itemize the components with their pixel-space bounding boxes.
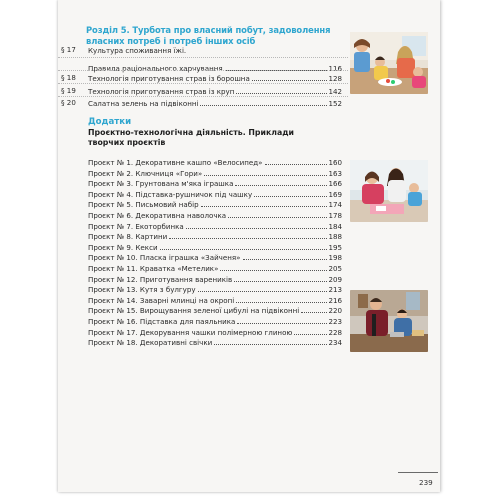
- project-title: Проєкт № 13. Кутя з булгуру: [88, 285, 196, 295]
- list-item: [61, 85, 342, 96]
- project-page: 188: [328, 232, 342, 242]
- project-title: Проєкт № 10. Пласка іграшка «Зайченя»: [88, 253, 241, 263]
- project-page: 213: [328, 285, 342, 295]
- item-page: 116: [328, 64, 342, 73]
- project-page: 166: [328, 179, 342, 189]
- divider: [58, 96, 348, 97]
- project-title: Проєкт № 18. Декоративні свічки: [88, 338, 213, 348]
- project-title: Проєкт № 7. Екоторбинка: [88, 221, 184, 231]
- item-page: 142: [328, 87, 342, 96]
- project-item: [88, 273, 342, 284]
- project-title: Проєкт № 14. Заварні млинці на окропі: [88, 295, 235, 305]
- project-page: 209: [328, 274, 342, 284]
- dot-leader: [254, 196, 327, 197]
- dot-leader: [236, 93, 327, 94]
- project-item: [88, 167, 342, 178]
- project-item: [88, 198, 342, 209]
- appendix-title: Додатки: [88, 117, 132, 127]
- list-item: [61, 97, 342, 108]
- paragraph-number: § 18: [61, 73, 76, 82]
- dot-leader: [169, 238, 327, 239]
- dot-leader: [201, 206, 328, 207]
- project-item: [88, 315, 342, 326]
- item-title: Культура споживання їжі.: [88, 46, 187, 55]
- dot-leader: [252, 80, 328, 81]
- paragraph-number: § 19: [61, 86, 76, 95]
- project-item: [88, 230, 342, 241]
- workshop-class-photo: [350, 290, 428, 352]
- project-title: Проєкт № 1. Декоративне кашпо «Велосипед»: [88, 158, 263, 167]
- project-page: 228: [328, 327, 342, 337]
- dot-leader: [198, 291, 328, 292]
- project-title: Проєкт № 9. Кекси: [88, 242, 158, 252]
- divider: [58, 70, 348, 71]
- divider: [58, 57, 348, 58]
- list-item: [61, 44, 342, 55]
- item-page: 152: [328, 99, 342, 108]
- item-title: Правила раціонального харчування: [88, 64, 223, 73]
- project-title: Проєкт № 3. Грунтована м'яка іграшка: [88, 179, 234, 189]
- project-page: 160: [328, 158, 342, 167]
- dot-leader: [220, 270, 327, 271]
- project-title: Проєкт № 8. Картини: [88, 232, 168, 242]
- project-title: Проєкт № 2. Ключниця «Гори»: [88, 168, 203, 178]
- appendix-subtitle: Проєктно-технологічна діяльність. Приклади творчих проєктів: [88, 128, 295, 147]
- list-item: [61, 72, 342, 83]
- project-page: 220: [328, 306, 342, 316]
- project-page: 234: [328, 338, 342, 348]
- project-page: 223: [328, 317, 342, 326]
- paragraph-number: § 17: [61, 45, 76, 54]
- project-item: [88, 177, 342, 188]
- dot-leader: [200, 105, 327, 106]
- project-item: [88, 283, 342, 294]
- paragraph-number: § 20: [61, 98, 76, 107]
- item-title: Салатна зелень на підвіконні: [88, 99, 199, 108]
- dot-leader: [160, 249, 328, 250]
- project-page: 205: [328, 264, 342, 273]
- project-page: 178: [328, 211, 342, 220]
- project-item: [88, 241, 342, 252]
- dot-leader: [228, 217, 327, 218]
- project-page: 198: [328, 253, 342, 263]
- divider: [58, 83, 348, 84]
- item-title: Технологія приготування страв із круп: [88, 87, 235, 96]
- kitchen-class-photo: [350, 32, 428, 94]
- project-title: Проєкт № 6. Декоративна наволочка: [88, 211, 227, 220]
- project-title: Проєкт № 16. Підставка для паяльника: [88, 317, 236, 326]
- project-page: 163: [328, 168, 342, 178]
- project-title: Проєкт № 4. Підставка-рушничок під чашку: [88, 189, 253, 199]
- dot-leader: [214, 344, 327, 345]
- dot-leader: [234, 281, 327, 282]
- page-number: 239: [419, 478, 433, 487]
- dot-leader: [237, 323, 327, 324]
- dot-leader: [235, 185, 327, 186]
- project-title: Проєкт № 17. Декорування чашки полімерною глиною: [88, 327, 293, 337]
- project-item: [88, 209, 342, 220]
- item-title: Технологія приготування страв із борошна: [88, 74, 250, 83]
- project-item: [88, 220, 342, 231]
- project-item: [88, 188, 342, 199]
- project-item: [88, 262, 342, 273]
- project-page: 195: [328, 242, 342, 252]
- project-item: [88, 251, 342, 262]
- sewing-class-photo: [350, 160, 428, 222]
- project-page: 174: [328, 200, 342, 210]
- project-item: [88, 336, 342, 347]
- project-item: [88, 156, 342, 167]
- item-page: 128: [328, 74, 342, 83]
- project-title: Проєкт № 11. Краватка «Метелик»: [88, 264, 219, 273]
- project-item: [88, 304, 342, 315]
- dot-leader: [294, 334, 327, 335]
- section-5-title: Розділ 5. Турбота про власний побут, задоволення власних потреб і потреб інших осіб: [86, 25, 331, 46]
- dot-leader: [301, 312, 327, 313]
- project-item: [88, 326, 342, 337]
- dot-leader: [186, 228, 328, 229]
- dot-leader: [243, 259, 328, 260]
- project-page: 216: [328, 295, 342, 305]
- project-title: Проєкт № 15. Вирощування зеленої цибулі на підвіконні: [88, 306, 300, 316]
- project-page: 169: [328, 189, 342, 199]
- project-page: 184: [328, 221, 342, 231]
- project-title: Проєкт № 5. Письмовий набір: [88, 200, 199, 210]
- project-title: Проєкт № 12. Приготування вареників: [88, 274, 233, 284]
- project-item: [88, 294, 342, 305]
- dot-leader: [265, 164, 328, 165]
- dot-leader: [236, 302, 327, 303]
- footer-rule: [398, 472, 438, 473]
- dot-leader: [204, 175, 327, 176]
